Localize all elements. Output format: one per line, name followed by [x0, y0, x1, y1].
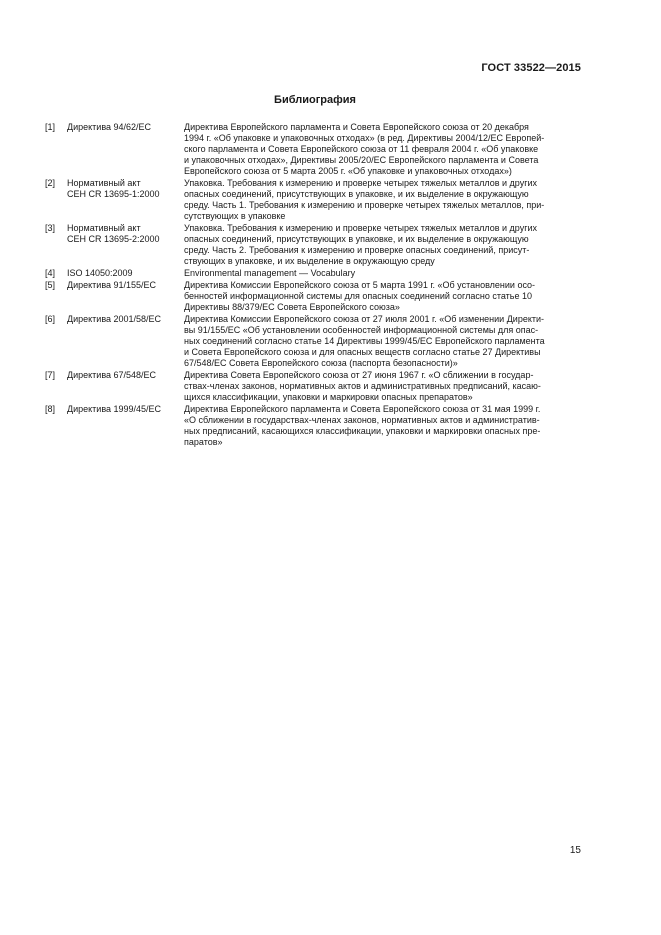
- entry-number: [1]: [45, 122, 56, 132]
- entry-description: Environmental management — Vocabulary: [184, 268, 356, 278]
- bibliography-entry: [45, 223, 585, 267]
- entry-description: Директива Комиссии Европейского союза от 5 марта 1991 г. «Об установлении осо- бенностей информационной системы для опасных соединений согласно статье 10 Директивы 88/379/ЕС Совета Европейского союза»: [184, 280, 536, 312]
- entry-number: [2]: [45, 178, 56, 188]
- entry-number: [3]: [45, 223, 56, 233]
- entry-reference: Директива 67/548/ЕС: [67, 370, 157, 380]
- page-title: Библиография: [274, 94, 356, 106]
- page-number: 15: [569, 845, 581, 856]
- bibliography-entry: [45, 404, 585, 448]
- entry-number: [4]: [45, 268, 56, 278]
- entry-number: [6]: [45, 314, 56, 324]
- bibliography-entry: [45, 370, 585, 403]
- entry-reference: Нормативный акт СЕН CR 13695-1:2000: [67, 178, 160, 199]
- entry-description: Директива Совета Европейского союза от 27 июня 1967 г. «О сближении в государ- ствах-членах законов, нормативных актов и административных предписаний, касаю- щихся классификации, упаковки и маркировки опасных препаратов»: [184, 370, 541, 402]
- document-code: ГОСТ 33522—2015: [481, 62, 581, 74]
- bibliography-entry: [45, 178, 585, 222]
- entry-description: Директива Комиссии Европейского союза от 27 июля 2001 г. «Об изменении Директи- вы 91/155/ЕС «Об установлении особенностей информационной системы для опас- ных соединений согласно статье 14 Директивы 1999/45/ЕС Европейского парламента и Совета Европейского союза и для опасных веществ согласно статье 27 Директивы 67/548/ЕС Совета Европейского союза (паспорта безопасности)»: [184, 314, 545, 368]
- entry-number: [7]: [45, 370, 56, 380]
- bibliography-entry: [45, 122, 585, 177]
- entry-description: Директива Европейского парламента и Совета Европейского союза от 31 мая 1999 г. «О сближении в государствах-членах законов, нормативных актов и административ- ных предписаний, касающихся классификации, упаковки и маркировки опасных пре- паратов»: [184, 404, 541, 447]
- entry-description: Упаковка. Требования к измерению и проверке четырех тяжелых металлов и других опасных соединений, присутствующих в упаковке, и их выделение в окружающую среду. Часть 2. Требования к измерению и проверке опасных соединений, присут- ствующих в упаковке, и их выделение в окружающую среду: [184, 223, 538, 266]
- bibliography-entry: [45, 268, 585, 279]
- bibliography-entry: [45, 314, 585, 369]
- entry-reference: Директива 1999/45/ЕС: [67, 404, 162, 414]
- entry-number: [8]: [45, 404, 56, 414]
- bibliography-list: [45, 122, 585, 449]
- entry-number: [5]: [45, 280, 56, 290]
- entry-reference: Директива 2001/58/ЕС: [67, 314, 162, 324]
- entry-reference: Директива 91/155/ЕС: [67, 280, 157, 290]
- bibliography-entry: [45, 280, 585, 313]
- entry-reference: Директива 94/62/ЕС: [67, 122, 152, 132]
- entry-reference: Нормативный акт СЕН CR 13695-2:2000: [67, 223, 160, 244]
- entry-description: Директива Европейского парламента и Совета Европейского союза от 20 декабря 1994 г. «Об упаковке и упаковочных отходах» (в ред. Директивы 2004/12/ЕС Европей- ского парламента и Совета Европейского союза от 11 февраля 2004 г. «Об упаковке и упаковочных отходах», Директивы 2005/20/ЕС Европейского парламента и Совета Европейского союза от 5 марта 2005 г. «Об упаковке и упаковочных отходах»): [184, 122, 545, 176]
- entry-description: Упаковка. Требования к измерению и проверке четырех тяжелых металлов и других опасных соединений, присутствующих в упаковке, и их выделение в окружающую среду. Часть 1. Требования к измерению и проверке четырех тяжелых металлов, при- сутствующих в упаковке: [184, 178, 545, 221]
- entry-reference: ISO 14050:2009: [67, 268, 133, 278]
